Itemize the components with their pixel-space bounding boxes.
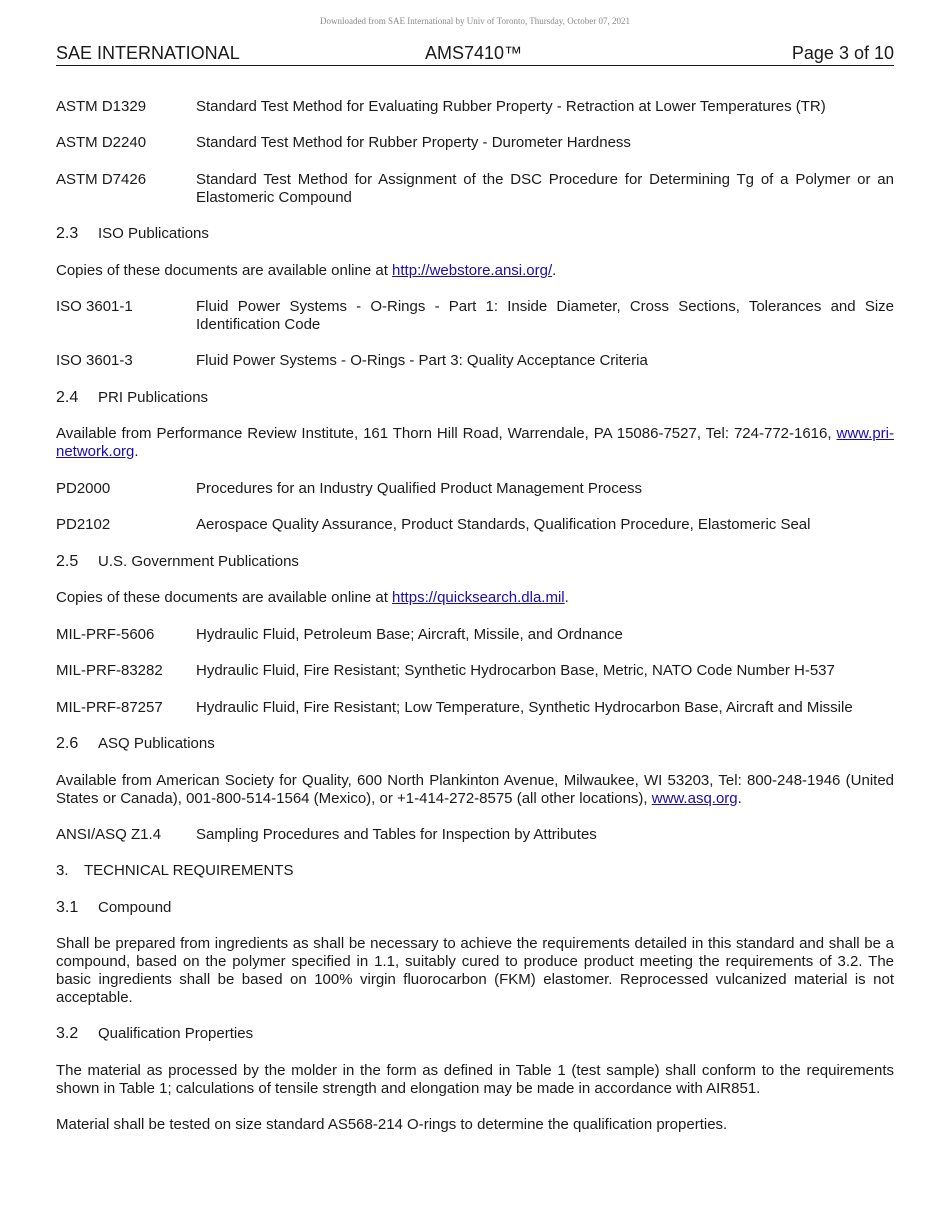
qualification-paragraph: The material as processed by the molder in the form as defined in Table 1 (test sample) shall conform to the requirements shown in Table 1; calculations of tensile strength and elongation may be made in accordance with AIR851. <box>56 1062 894 1097</box>
reference-title: Hydraulic Fluid, Petroleum Base; Aircraft, Missile, and Ordnance <box>196 626 623 643</box>
reference-entry <box>56 516 894 534</box>
page-header <box>56 43 894 66</box>
reference-code: ISO 3601-1 <box>56 298 133 315</box>
reference-title: Standard Test Method for Evaluating Rubber Property - Retraction at Lower Temperatures (TR) <box>196 98 826 115</box>
reference-title: Procedures for an Industry Qualified Product Management Process <box>196 480 643 497</box>
reference-code: ASTM D2240 <box>56 134 147 151</box>
reference-code: ASTM D1329 <box>56 98 147 115</box>
reference-code: PD2000 <box>56 480 111 497</box>
reference-code: ISO 3601-3 <box>56 352 133 369</box>
compound-paragraph: Shall be prepared from ingredients as shall be necessary to achieve the requirements detailed in this standard and shall be a compound, based on the polymer specified in 1.1, suitably cured to produce product meeting the requirements of 3.2. The basic ingredients shall be based on 100% virgin fluorocarbon (FKM) elastomer. Reprocessed vulcanized material is not acceptable. <box>56 935 894 1006</box>
section-heading-iso <box>56 225 209 243</box>
asq-link[interactable]: www.asq.org <box>651 790 738 807</box>
reference-title: Fluid Power Systems - O-Rings - Part 1: Inside Diameter, Cross Sections, Tolerances and Size Identification Code <box>196 298 894 333</box>
reference-entry <box>56 352 894 370</box>
section-title: TECHNICAL REQUIREMENTS <box>84 862 294 879</box>
pri-availability-paragraph: Available from Performance Review Institute, 161 Thorn Hill Road, Warrendale, PA 15086-7527, Tel: 724-772-1616, www.pri-network.org. <box>56 425 894 460</box>
qualification-sample-paragraph: Material shall be tested on size standard AS568-214 O-rings to determine the qualification properties. <box>56 1116 728 1133</box>
reference-title: Standard Test Method for Assignment of the DSC Procedure for Determining Tg of a Polymer or an Elastomeric Compound <box>196 171 894 206</box>
header-organization: SAE INTERNATIONAL <box>56 43 240 63</box>
reference-code: MIL-PRF-83282 <box>56 662 163 679</box>
reference-title: Standard Test Method for Rubber Property - Durometer Hardness <box>196 134 631 151</box>
section-number: 2.5 <box>56 553 79 570</box>
pri-network-link[interactable]: www.pri-network.org <box>56 425 894 460</box>
reference-title: Aerospace Quality Assurance, Product Standards, Qualification Procedure, Elastomeric Seal <box>196 516 811 533</box>
section-heading-qualification <box>56 1025 253 1043</box>
reference-title: Sampling Procedures and Tables for Inspection by Attributes <box>196 826 597 843</box>
section-title: Qualification Properties <box>98 1025 254 1042</box>
section-number: 2.4 <box>56 389 79 406</box>
reference-title: Hydraulic Fluid, Fire Resistant; Synthetic Hydrocarbon Base, Metric, NATO Code Number H-537 <box>196 662 835 679</box>
section-title: ASQ Publications <box>98 735 215 752</box>
section-heading-compound <box>56 899 171 917</box>
section-title: PRI Publications <box>98 389 209 406</box>
reference-entry <box>56 699 894 717</box>
download-watermark: Downloaded from SAE International by Univ of Toronto, Thursday, October 07, 2021 <box>320 16 630 26</box>
section-number: 3. <box>56 862 69 879</box>
reference-entry <box>56 134 894 152</box>
section-heading-technical-requirements <box>56 862 293 880</box>
section-title: ISO Publications <box>98 225 209 242</box>
section-heading-government <box>56 553 299 571</box>
reference-entry <box>56 480 894 498</box>
reference-entry <box>56 171 894 207</box>
section-number: 3.1 <box>56 899 79 916</box>
section-title: U.S. Government Publications <box>98 553 299 570</box>
reference-entry <box>56 298 894 334</box>
reference-title: Fluid Power Systems - O-Rings - Part 3: Quality Acceptance Criteria <box>196 352 648 369</box>
iso-webstore-link[interactable]: http://webstore.ansi.org/ <box>392 262 553 279</box>
section-number: 3.2 <box>56 1025 79 1042</box>
reference-code: ANSI/ASQ Z1.4 <box>56 826 162 843</box>
section-number: 2.6 <box>56 735 79 752</box>
iso-availability-paragraph: Copies of these documents are available online at http://webstore.ansi.org/. <box>56 262 557 279</box>
reference-entry <box>56 662 894 680</box>
reference-code: PD2102 <box>56 516 111 533</box>
reference-entry <box>56 626 894 644</box>
reference-code: MIL-PRF-87257 <box>56 699 163 716</box>
section-title: Compound <box>98 899 172 916</box>
quicksearch-link[interactable]: https://quicksearch.dla.mil <box>392 589 565 606</box>
section-heading-asq <box>56 735 215 753</box>
header-document-number: AMS7410™ <box>425 43 523 63</box>
reference-entry <box>56 826 894 844</box>
section-number: 2.3 <box>56 225 79 242</box>
reference-title: Hydraulic Fluid, Fire Resistant; Low Temperature, Synthetic Hydrocarbon Base, Aircraft and Missile <box>196 699 853 716</box>
header-page-number: Page 3 of 10 <box>791 43 894 63</box>
gov-availability-paragraph: Copies of these documents are available online at https://quicksearch.dla.mil. <box>56 589 569 606</box>
reference-code: MIL-PRF-5606 <box>56 626 155 643</box>
asq-availability-paragraph: Available from American Society for Quality, 600 North Plankinton Avenue, Milwaukee, WI 53203, Tel: 800-248-1946 (United States or Canada), 001-800-514-1564 (Mexico), or +1-414-272-8575 (all other locations), www.asq.org. <box>56 772 894 807</box>
reference-entry <box>56 98 894 116</box>
section-heading-pri <box>56 389 208 407</box>
reference-code: ASTM D7426 <box>56 171 147 188</box>
